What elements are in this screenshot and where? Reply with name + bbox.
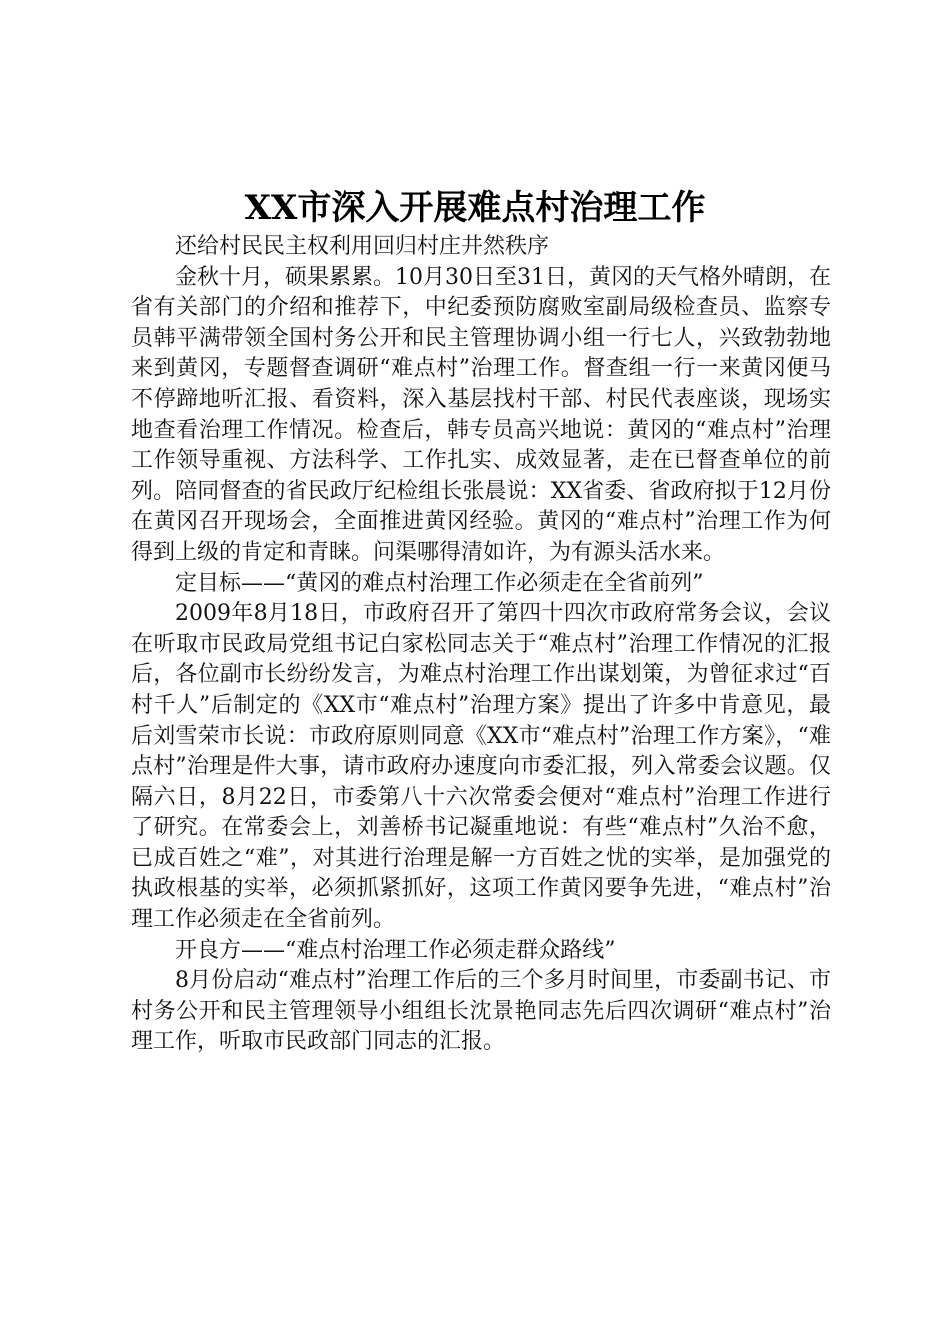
section-heading-paragraph: 开良方——“难点村治理工作必须走群众路线” bbox=[175, 937, 616, 963]
body-paragraph: 金秋十月，硕果累累。10月30日至31日，黄冈的天气格外晴朗，在省有关部门的介绍和推荐下，中纪委预防腐败室副局级检查员、监察专员韩平满带领全国村务公开和民主管理协调小组一行七人，兴致勃勃地来到黄冈，专题督查调研“难点村”治理工作。督查组一行一来黄冈便马不停蹄地听汇报、看资料，深入基层找村干部、村民代表座谈，现场实地查看治理工作情况。检查后，韩专员高兴地说：黄冈的“难点村”治理工作领导重视、方法科学、工作扎实、成效显著，走在已督查单位的前列。陪同督查的省民政厅纪检组长张晨说：XX省委、省政府拟于12月份在黄冈召开现场会，全面推进黄冈经验。黄冈的“难点村”治理工作为何得到上级的肯定和青睐。问渠哪得清如许，为有源头活水来。 bbox=[131, 264, 831, 565]
section-heading-paragraph: 定目标——“黄冈的难点村治理工作必须走在全省前列” bbox=[175, 570, 704, 596]
document-title: XX市深入开展难点村治理工作 bbox=[244, 188, 706, 228]
body-paragraph: 2009年8月18日，市政府召开了第四十四次市政府常务会议，会议在听取市民政局党组书记白家松同志关于“难点村”治理工作情况的汇报后，各位副市长纷纷发言，为难点村治理工作出谋划策，为曾征求过“百村千人”后制定的《XX市“难点村”治理方案》提出了许多中肯意见，最后刘雪荣市长说：市政府原则同意《XX市“难点村”治理工作方案》，“难点村”治理是件大事，请市政府办速度向市委汇报，列入常委会议题。仅隔六日，8月22日，市委第八十六次常委会便对“难点村”治理工作进行了研究。在常委会上，刘善桥书记凝重地说：有些“难点村”久治不愈，已成百姓之“难”，对其进行治理是解一方百姓之忧的实举，是加强党的执政根基的实举，必须抓紧抓好，这项工作黄冈要争先进，“难点村”治理工作必须走在全省前列。 bbox=[131, 601, 831, 933]
body-paragraph: 8月份启动“难点村”治理工作后的三个多月时间里，市委副书记、市村务公开和民主管理领导小组组长沈景艳同志先后四次调研“难点村”治理工作，听取市民政部门同志的汇报。 bbox=[131, 968, 831, 1055]
subtitle-paragraph: 还给村民民主权利用回归村庄井然秩序 bbox=[175, 234, 550, 259]
document-body bbox=[131, 232, 831, 1058]
